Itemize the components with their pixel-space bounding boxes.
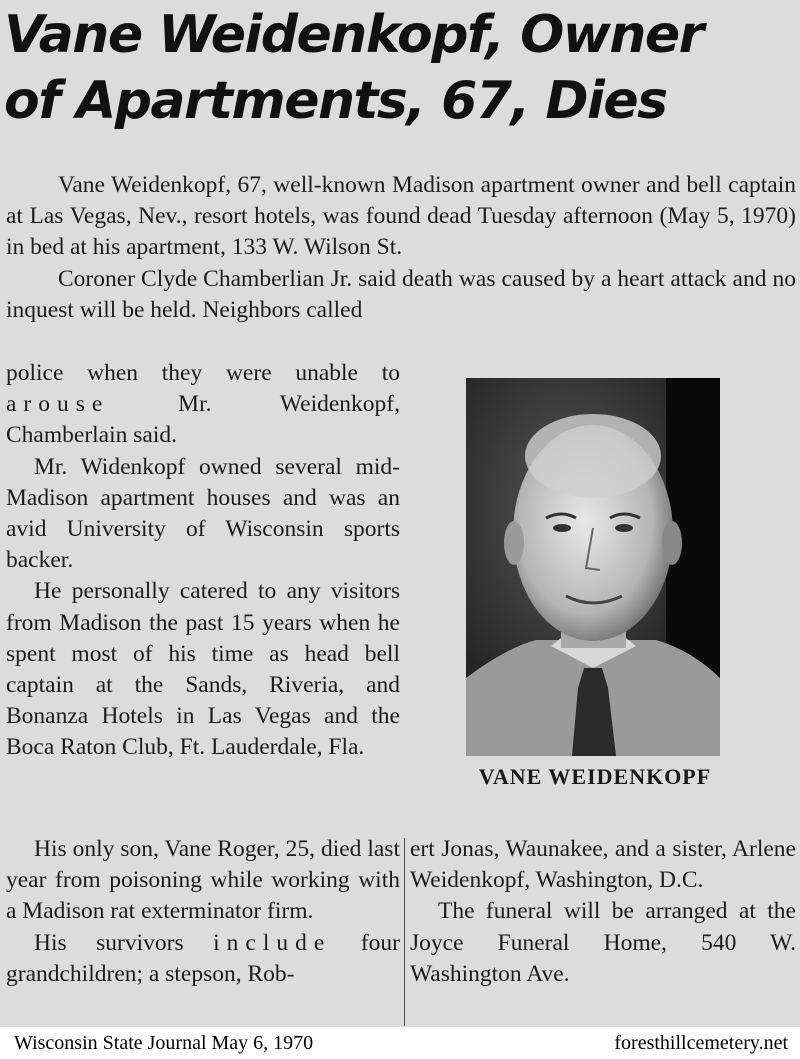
source-citation: Wisconsin State Journal May 6, 1970 xyxy=(14,1032,314,1054)
paragraph-5: His only son, Vane Roger, 25, died last year from poisoning while working with a Madison rat exterminator firm. xyxy=(6,836,400,925)
paragraph-2-text-b: Mr. Weidenkopf, Chamberlain said. xyxy=(6,391,401,449)
photo-caption: VANE WEIDENKOPF xyxy=(478,764,712,789)
paragraph-6-text-b: four grandchildren; a stepson, Rob- xyxy=(6,929,400,987)
paragraph-1: Vane Weidenkopf, 67, well-known Madison apartment owner and bell captain at Las Vegas, Nev., resort hotels, was found dead Tuesday afternoon (May 5, 1970) in bed at his apartment, 133 W. Wilson St. xyxy=(6,172,796,261)
paragraph-6-spaced-word: include xyxy=(213,929,332,956)
site-credit: foresthillcemetery.net xyxy=(614,1032,788,1054)
column-divider xyxy=(404,838,405,1026)
paragraph-6-continued: ert Jonas, Waunakee, and a sister, Arlene Weidenkopf, Washington, D.C. xyxy=(410,836,796,894)
paragraph-2-text-a: police when they were unable to xyxy=(6,360,400,386)
paragraph-6 xyxy=(6,928,400,990)
paragraph-6-text-a: His survivors xyxy=(34,929,184,956)
footer xyxy=(0,1027,800,1059)
paragraph-3: Mr. Widenkopf owned several mid-Madison apartment houses and was an avid University of Wisconsin sports backer. xyxy=(6,453,400,574)
paragraph-7: The funeral will be arranged at the Joyce Funeral Home, 540 W. Washington Ave. xyxy=(410,898,796,987)
article-full-width xyxy=(6,170,796,326)
headline xyxy=(4,2,796,134)
portrait-photo xyxy=(466,378,720,756)
article-left-column xyxy=(6,358,400,764)
article-left-lower xyxy=(6,834,400,990)
paragraph-2-end xyxy=(6,358,400,452)
paragraph-4: He personally catered to any visitors from Madison the past 15 years when he spent most of his time as head bell captain at the Sands, Riveria, and Bonanza Hotels in Las Vegas and the Boca Raton Club, Ft. Lauderdale, Fla. xyxy=(6,578,400,761)
headline-line-1: Vane Weidenkopf, Owner xyxy=(4,5,703,65)
portrait-image xyxy=(466,378,720,756)
headline-line-2: of Apartments, 67, Dies xyxy=(4,71,667,131)
paragraph-2-spaced-word: arouse xyxy=(6,391,110,418)
article-right-lower xyxy=(410,834,796,990)
paragraph-2-start: Coroner Clyde Chamberlian Jr. said death was caused by a heart attack and no inquest will be held. Neighbors called xyxy=(6,265,796,323)
